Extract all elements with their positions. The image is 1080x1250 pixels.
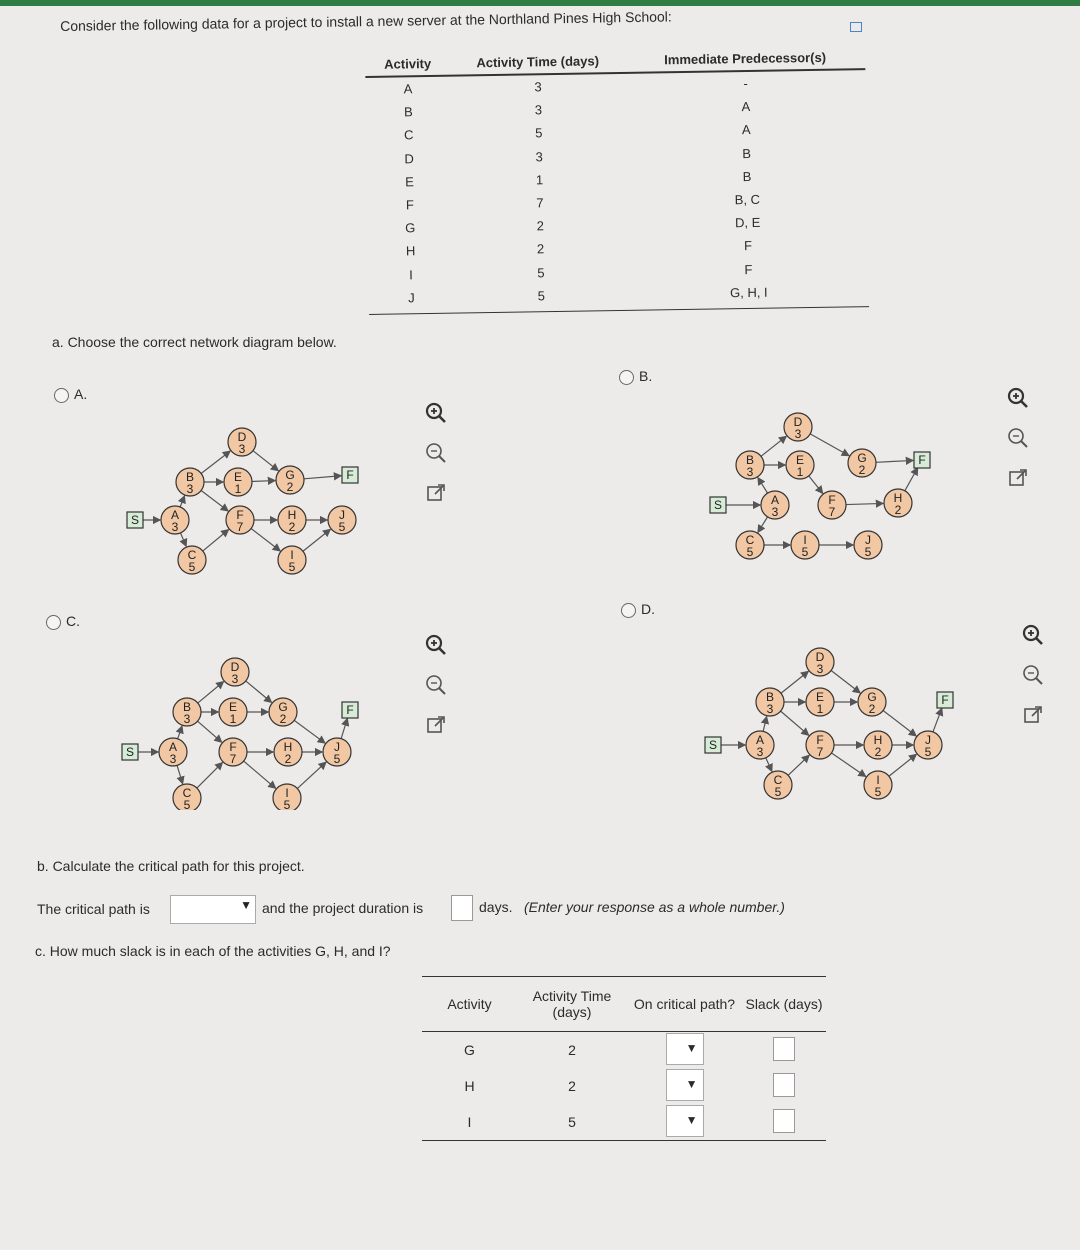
network-edge — [294, 720, 325, 743]
node-time-label: 2 — [284, 752, 292, 766]
node-time-label: 2 — [288, 520, 296, 534]
activity-node-a — [159, 738, 187, 766]
node-time-label: 3 — [186, 482, 194, 496]
start-node — [710, 497, 726, 513]
node-activity-label: G — [278, 700, 288, 714]
node-activity-label: D — [237, 430, 247, 444]
node-activity-label: F — [828, 493, 836, 507]
node-activity-label: I — [876, 773, 880, 787]
days-text: days. — [479, 899, 513, 915]
slack-col-slack: Slack (days) — [745, 996, 823, 1012]
time-cell: 3 — [534, 79, 542, 95]
slack-time-cell: 2 — [568, 1042, 576, 1058]
node-time-label: 5 — [774, 785, 782, 799]
node-time-label: 7 — [236, 520, 244, 534]
node-time-label: 2 — [874, 745, 882, 759]
predecessor-cell: A — [741, 122, 751, 138]
node-label: S — [713, 498, 723, 512]
node-activity-label: H — [893, 491, 903, 505]
popout-icon[interactable] — [423, 480, 449, 506]
node-label: F — [346, 468, 354, 482]
zoom-in-icon[interactable] — [1020, 622, 1046, 648]
node-activity-label: F — [236, 508, 244, 522]
critical-path-dropdown[interactable]: ▼ — [170, 895, 256, 924]
option-d-zoom-controls — [1020, 622, 1046, 742]
node-time-label: 5 — [333, 752, 341, 766]
zoom-out-icon[interactable] — [423, 672, 449, 698]
finish-node — [342, 702, 358, 718]
node-time-label: 5 — [924, 745, 932, 759]
zoom-out-icon[interactable] — [1005, 425, 1031, 451]
zoom-in-icon[interactable] — [1005, 385, 1031, 411]
popout-icon[interactable] — [423, 712, 449, 738]
node-activity-label: G — [285, 468, 295, 482]
node-time-label: 5 — [874, 785, 882, 799]
node-activity-label: B — [185, 470, 195, 484]
network-edge — [889, 754, 916, 776]
network-edge — [763, 717, 766, 732]
predecessor-cell: A — [741, 99, 751, 115]
option-d-label: D. — [641, 601, 655, 617]
slack-input[interactable] — [773, 1109, 795, 1133]
node-activity-label: D — [793, 415, 803, 429]
node-label: F — [941, 693, 949, 707]
activity-node-b — [736, 451, 764, 479]
option-c-zoom-controls — [423, 632, 449, 752]
activity-node-d — [806, 648, 834, 676]
node-time-label: 3 — [169, 752, 177, 766]
node-time-label: 2 — [894, 503, 902, 517]
zoom-in-icon[interactable] — [423, 400, 449, 426]
activity-node-j — [914, 731, 942, 759]
network-edge — [846, 503, 883, 504]
time-cell: 3 — [534, 102, 543, 118]
network-edge — [197, 763, 222, 788]
slack-row — [422, 1068, 826, 1104]
node-activity-label: E — [795, 453, 805, 467]
critical-path-select[interactable]: ▼ — [666, 1105, 704, 1137]
node-activity-label: B — [765, 690, 775, 704]
activity-node-f — [219, 738, 247, 766]
slack-activity-cell: I — [467, 1114, 472, 1130]
activity-cell: D — [404, 150, 414, 167]
node-activity-label: J — [865, 533, 871, 547]
network-edge — [788, 755, 809, 775]
option-b-label: B. — [639, 368, 653, 384]
activity-node-e — [806, 688, 834, 716]
option-c-radio[interactable] — [46, 615, 61, 630]
network-edge — [251, 529, 280, 551]
node-activity-label: G — [867, 690, 877, 704]
node-activity-label: D — [815, 650, 825, 664]
part-a-prompt: a. Choose the correct network diagram below. — [52, 334, 337, 350]
network-edge — [246, 681, 272, 702]
predecessor-cell: B, C — [734, 191, 761, 208]
top-bar — [0, 0, 1080, 6]
node-time-label: 3 — [816, 662, 824, 676]
duration-input[interactable] — [451, 895, 473, 921]
option-a-label: A. — [74, 386, 88, 402]
slack-input[interactable] — [773, 1073, 795, 1097]
activity-node-c — [178, 546, 206, 574]
node-time-label: 7 — [229, 752, 237, 766]
network-edge — [198, 682, 224, 703]
predecessor-cell: - — [743, 76, 748, 92]
network-edge — [203, 530, 229, 551]
node-activity-label: C — [773, 773, 783, 787]
node-time-label: 3 — [771, 505, 779, 519]
network-edge — [341, 719, 347, 739]
node-activity-label: A — [170, 508, 180, 522]
node-label: S — [130, 513, 140, 527]
node-time-label: 3 — [766, 702, 774, 716]
node-time-label: 1 — [816, 702, 824, 716]
activity-node-f — [806, 731, 834, 759]
option-c-label: C. — [66, 613, 80, 629]
activity-node-e — [786, 451, 814, 479]
activity-node-a — [746, 731, 774, 759]
node-time-label: 7 — [828, 505, 836, 519]
time-cell: 2 — [536, 241, 545, 257]
node-label: S — [708, 738, 718, 752]
node-time-label: 3 — [238, 442, 246, 456]
network-edge — [297, 762, 326, 788]
node-activity-label: A — [168, 740, 178, 754]
node-time-label: 7 — [816, 745, 824, 759]
predecessor-cell: F — [743, 238, 753, 254]
activity-node-h — [274, 738, 302, 766]
slack-input[interactable] — [773, 1037, 795, 1061]
activity-node-i — [791, 531, 819, 559]
zoom-in-icon[interactable] — [423, 632, 449, 658]
problem-intro: Consider the following data for a project to install a new server at the Northland Pines High School: — [60, 8, 672, 34]
activity-node-f — [818, 491, 846, 519]
activity-node-d — [784, 413, 812, 441]
activity-data-table — [365, 44, 869, 315]
activity-node-i — [864, 771, 892, 799]
activity-node-b — [176, 468, 204, 496]
network-edge — [180, 533, 186, 546]
node-activity-label: J — [339, 508, 345, 522]
node-label: F — [346, 703, 354, 717]
node-label: S — [125, 745, 135, 759]
node-activity-label: F — [816, 733, 824, 747]
whole-number-hint: (Enter your response as a whole number.) — [524, 899, 785, 915]
activity-node-a — [161, 506, 189, 534]
node-activity-label: B — [182, 700, 192, 714]
predecessor-cell: B — [742, 168, 752, 184]
node-activity-label: C — [187, 548, 197, 562]
activity-node-g — [276, 466, 304, 494]
activity-cell: H — [405, 243, 416, 259]
network-edge — [809, 476, 823, 493]
node-activity-label: J — [334, 740, 340, 754]
diagram-a — [120, 420, 370, 580]
node-time-label: 3 — [794, 427, 802, 441]
activity-node-e — [219, 698, 247, 726]
node-activity-label: C — [182, 786, 192, 800]
time-cell: 7 — [536, 195, 544, 211]
network-edge — [758, 517, 768, 532]
node-activity-label: I — [803, 533, 807, 547]
activity-node-h — [864, 731, 892, 759]
window-icon[interactable] — [850, 22, 862, 32]
option-b-zoom-controls — [1005, 385, 1031, 505]
option-d-radio[interactable] — [621, 603, 636, 618]
network-edge — [180, 496, 184, 507]
node-time-label: 5 — [864, 545, 872, 559]
start-node — [122, 744, 138, 760]
activity-node-d — [228, 428, 256, 456]
zoom-out-icon[interactable] — [423, 440, 449, 466]
slack-col-activity: Activity — [447, 996, 492, 1012]
node-activity-label: A — [755, 733, 765, 747]
predecessor-cell: F — [744, 261, 753, 277]
node-activity-label: F — [229, 740, 237, 754]
diagram-b — [700, 405, 960, 565]
col-pred: Immediate Predecessor(s) — [664, 49, 827, 67]
network-edge — [831, 671, 860, 693]
activity-node-i — [278, 546, 306, 574]
activity-node-h — [278, 506, 306, 534]
node-time-label: 2 — [279, 712, 287, 726]
diagram-c — [115, 650, 365, 810]
node-time-label: 5 — [183, 798, 191, 810]
network-edge — [832, 753, 866, 777]
node-activity-label: J — [925, 733, 931, 747]
start-node — [127, 512, 143, 528]
time-cell: 1 — [535, 172, 544, 188]
slack-row — [422, 1104, 826, 1140]
node-activity-label: D — [230, 660, 240, 674]
activity-node-g — [848, 449, 876, 477]
slack-time-cell: 2 — [568, 1078, 576, 1094]
node-time-label: 1 — [229, 712, 237, 726]
slack-col-time: Activity Time (days) — [532, 988, 612, 1020]
activity-cell: B — [403, 104, 413, 120]
network-edge — [758, 478, 768, 493]
activity-cell: G — [405, 220, 416, 236]
time-cell: 3 — [535, 148, 543, 164]
node-activity-label: H — [873, 733, 883, 747]
node-time-label: 1 — [234, 482, 242, 496]
activity-cell: C — [403, 127, 414, 143]
node-activity-label: H — [283, 740, 293, 754]
network-edge — [244, 761, 276, 788]
activity-cell: A — [403, 81, 413, 97]
activity-node-j — [854, 531, 882, 559]
node-label: F — [918, 453, 926, 467]
network-edge — [201, 490, 228, 510]
node-time-label: 2 — [858, 463, 866, 477]
activity-node-a — [761, 491, 789, 519]
network-edge — [178, 726, 182, 739]
option-a-radio[interactable] — [54, 388, 69, 403]
node-activity-label: I — [290, 548, 294, 562]
network-edge — [810, 434, 849, 456]
node-time-label: 3 — [746, 465, 754, 479]
predecessor-cell: D, E — [734, 215, 761, 231]
node-time-label: 5 — [801, 545, 809, 559]
slack-time-cell: 5 — [568, 1114, 576, 1130]
activity-node-c — [173, 784, 201, 810]
option-a-zoom-controls — [423, 400, 449, 520]
activity-node-j — [323, 738, 351, 766]
part-c-prompt: c. How much slack is in each of the activities G, H, and I? — [35, 943, 391, 959]
finish-node — [342, 467, 358, 483]
activity-node-b — [173, 698, 201, 726]
node-activity-label: G — [857, 451, 867, 465]
slack-table-bottom-rule — [422, 1140, 826, 1141]
activity-node-c — [764, 771, 792, 799]
finish-node — [914, 452, 930, 468]
network-edge — [766, 758, 772, 772]
col-time: Activity Time (days) — [476, 52, 600, 70]
finish-node — [937, 692, 953, 708]
node-activity-label: I — [285, 786, 289, 800]
slack-activity-cell: G — [464, 1042, 475, 1058]
node-time-label: 1 — [796, 465, 804, 479]
activity-node-f — [226, 506, 254, 534]
predecessor-cell: G, H, I — [729, 284, 768, 301]
activity-node-h — [884, 489, 912, 517]
activity-node-i — [273, 784, 301, 810]
popout-icon[interactable] — [1020, 702, 1046, 728]
network-edge — [905, 468, 918, 491]
critical-path-select[interactable]: ▼ — [666, 1033, 704, 1065]
network-edge — [781, 671, 808, 693]
predecessor-cell: B — [742, 145, 752, 161]
network-edge — [304, 476, 341, 479]
node-activity-label: A — [770, 493, 780, 507]
network-edge — [883, 711, 916, 736]
activity-node-j — [328, 506, 356, 534]
node-time-label: 2 — [286, 480, 294, 494]
network-edge — [933, 708, 942, 731]
node-activity-label: H — [287, 508, 297, 522]
col-activity: Activity — [384, 55, 432, 72]
node-time-label: 5 — [288, 560, 296, 574]
activity-cell: F — [405, 197, 414, 213]
node-time-label: 5 — [283, 798, 291, 810]
slack-col-critical: On critical path? — [633, 996, 736, 1012]
node-activity-label: C — [745, 533, 755, 547]
node-activity-label: B — [745, 453, 755, 467]
part-b-prompt: b. Calculate the critical path for this project. — [37, 858, 305, 874]
network-edge — [177, 765, 183, 783]
network-edge — [198, 721, 222, 742]
option-b-radio[interactable] — [619, 370, 634, 385]
node-activity-label: E — [233, 470, 243, 484]
node-time-label: 3 — [183, 712, 191, 726]
node-time-label: 5 — [338, 520, 346, 534]
activity-node-g — [858, 688, 886, 716]
critical-path-select[interactable]: ▼ — [666, 1069, 704, 1101]
network-edge — [201, 451, 230, 473]
node-activity-label: E — [228, 700, 238, 714]
activity-node-c — [736, 531, 764, 559]
activity-cell: I — [409, 266, 413, 282]
node-time-label: 5 — [746, 545, 754, 559]
slack-table — [422, 976, 826, 1141]
node-time-label: 2 — [868, 702, 876, 716]
diagram-d — [700, 640, 960, 800]
activity-cell: J — [407, 290, 415, 306]
network-edge — [781, 711, 809, 735]
node-time-label: 3 — [756, 745, 764, 759]
time-cell: 5 — [537, 264, 545, 280]
network-edge — [252, 481, 275, 482]
activity-node-e — [224, 468, 252, 496]
time-cell: 2 — [536, 218, 544, 234]
node-time-label: 3 — [231, 672, 239, 686]
network-edge — [253, 451, 278, 471]
time-cell: 5 — [537, 287, 546, 304]
slack-activity-cell: H — [464, 1078, 475, 1094]
slack-row — [422, 1032, 826, 1068]
activity-node-d — [221, 658, 249, 686]
activity-node-b — [756, 688, 784, 716]
node-activity-label: E — [815, 690, 825, 704]
time-cell: 5 — [535, 125, 543, 141]
node-time-label: 5 — [188, 560, 196, 574]
activity-node-g — [269, 698, 297, 726]
zoom-out-icon[interactable] — [1020, 662, 1046, 688]
popout-icon[interactable] — [1005, 465, 1031, 491]
network-edge — [303, 529, 330, 551]
duration-text: and the project duration is — [262, 900, 424, 916]
activity-cell: E — [405, 174, 414, 190]
critical-path-text: The critical path is — [37, 901, 150, 917]
network-edge — [761, 436, 786, 456]
node-time-label: 3 — [171, 520, 179, 534]
network-edge — [876, 460, 913, 462]
start-node — [705, 737, 721, 753]
